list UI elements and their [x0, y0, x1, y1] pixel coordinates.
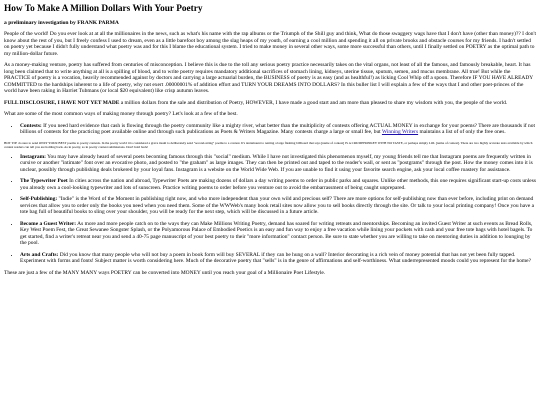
guest-text: As more and more people catch on to the ways they can Make Millions Writing Poetry, demand has soared for writing retreats and mentorships. Becoming an invited Guest Writer at such events as Bread Rolls, Key West Poem Fest, the Great Sewanee Songster Splash, or the Polyamorous Palace of Embodied Poetics is an easy and fun way to enjoy a free vacation while lining your pockets with cash and your free tote bags with hotel bagels. To get started, find a writer's retreat near you and send a 40-75 page manuscript of your best poetry to their "more information" contact person. Be sure to state whether you are willing to take on mentoring duties in addition to lounging by the pool.	[20, 220, 533, 247]
disclosure-paragraph	[4, 100, 536, 107]
typewriter-text: In cities across the nation and abroad, Typewriter Poets are making dozens of dollars a day writing poems to order in public parks and squares. Unlike other methods, this one requires significant start-up costs unless you already own a cool-looking typewriter and lots of sunscreen. Practice writing poems to order before you venture out to avoid the embarrassment of being caught unprepared.	[20, 178, 536, 191]
arts-text: Did you know that many people who will not buy a poem in book form will buy SEVERAL if they can be hung on a wall? Interior decorating is a rich vein of money potential that has not yet been fully tapped. Experiment with forms and fonts! Subject matter is worth considering here. Much of the decorative poetry that "sells" is in the genre of affirmations and self-worthiness. What underrepresented moods could you represent for the home?	[20, 251, 531, 265]
disclosure-text: a million dollars from the sale and distribution of Poetry, HOWEVER, I have made a good start and am more than pleased to share my wisdom with you, the people of the world.	[119, 99, 508, 106]
list-item-self-publishing	[20, 196, 536, 216]
instagram-label: Instagram:	[20, 153, 46, 160]
byline: a preliminary investigation by FRANK PARMA	[4, 20, 119, 26]
arts-label: Arts and Crafts:	[20, 251, 59, 258]
closing-paragraph: These are just a few of the MANY MANY ways POETRY can be converted into MONEY until you reach your goal of a Millionaire Poet Lifestyle.	[4, 269, 326, 276]
list-item-arts-crafts	[20, 252, 536, 265]
page-title: How To Make A Million Dollars With Your Poetry	[4, 4, 203, 14]
methods-list-continued	[4, 154, 536, 265]
methods-list	[4, 123, 536, 136]
intro-paragraph: People of the world! Do you ever look at at all the millionaires in the news, such as what's his name with the rap albums or the Triumph of the Shill guy and think, What do those swaggery wags have that I don't have (other than money)?? I don't know about the rest of you, but I freely confess I used to dream, even as a little barefoot boy among the slag heaps of my youth, of earning a cool million and spending it all on private brooks and obstacle courses for my friends. I hadn't settled on poetry yet because I didn't fully understand what poetry was and for this I blame the educational system. I tried to make money in several other ways, some more successful than others, until I finally settled on POETRY as the optimal path to my million-dollar future.	[4, 31, 536, 57]
list-item-guest-writer	[20, 221, 536, 247]
list-item-contests	[20, 123, 536, 136]
selfpub-label: Self-Publishing:	[20, 196, 58, 203]
typewriter-label: The Typewriter Poet	[20, 178, 68, 185]
question-paragraph: What are some of the most common ways of making money through poetry? Let's look at a few of the best.	[4, 111, 238, 117]
hot-tip: HOT TIP: do sure to send ONLY YOUR BEST poems to poetry contests. In the poetry world it is considered a grave insult to deliberately send "second-string" poems to a contest. It's tantamount to renting a large flashing billboard that says [name of contest] IS A CRUMPHONKEY WITH NO TASTE, or perhaps simply LOL [name of contest]. There are two highly accurate tests available by which contest readers can tell you are holding back. As in poetry, so in poetry contest submissions. Don't hold back!	[4, 140, 533, 149]
list-item-instagram	[20, 154, 536, 174]
winning-writers-link[interactable]: Winning Writers	[381, 129, 419, 135]
list-item-typewriter	[20, 178, 536, 191]
contests-text-end: maintains a list of of only the free ones.	[418, 129, 506, 135]
disclosure-lead: FULL DISCLOSURE, I HAVE NOT YET MADE	[4, 99, 120, 106]
contests-label: Contests:	[20, 122, 42, 129]
guest-label: Become a Guest Writer:	[20, 220, 77, 227]
misconception-paragraph: As a money-making venture, poetry has suffered from centuries of misconception. I believe this is due to the toll any serious poetry practice necessarily takes on the vital organs, not least of all the famous, and famously breakable, heart. It has long been claimed that to write anything at all is a spilling of blood, and to write poetry requires mandatory additional sacrifices of stomach lining, kidneys, uterine tissue, sputum, semen, and mucus membrane. All true! But while the PRACTICE of poetry is a vocation, heavily recommended against by doctors and carrying a large actuarial burden, the BUSINESS of poetry is as easy (and as healthful!) as licking Cool Whip off a spoon. Therefore IF YOU HAVE ALREADY COMMITTED to the hardships inherent to a life of poetry, why not exert .00000001% of addition effort and TURN YOUR DREAMS INTO DOLLARS? In this buller list I will explain a few of the ways that I and other poet-princes of the world have been raking in Harriet Tubmans (or local $20 equivalent) like crisp autumn leaves.	[4, 62, 533, 94]
instagram-text: You may have already heard of several poets becoming famous through this "social" medium. While I have not investigated this phenomenon myself, my young friends tell me that Instagram poems are frequently written in cursive or another "intimate" font over an evocative photo, and posted to "the graham" as large images. They can then be printed out and taped to the reader's wall, or sent as "postgrams" through the post. How the money comes into it is unclear, possibly through publishing deals brokered by your loyal fans. Instagram is a website on the World Wide Web. If you are unable to find it using your favorite search engine, ask your local coffee roastery for assistance.	[20, 153, 533, 173]
contests-text: If you need hard evidence that cash is flowing through the poetry community like a mighty river, what better than the multiplicity of contests offering ACTUAL MONEY in exchange for your poems? There are thousands if not billions of contests for the practicing poet available online and through such publications as Poets & Writers Magazine. Many contests charge a large or small fee, but	[20, 122, 536, 135]
selfpub-text: "Indie" is the Word of the Moment in publishing right now, and who more independent than your own wild and precious self? There are more options for self-publishing now than ever before, including print on demand services that allow you to order only the books you need when you need them. Some of the WWWeb's many book retail sites now allow you to sell books directly through the site. Or talk to your local printing company! Once you have a tote bag full of beautiful books to sling over your shoulder, you will be ready for the next step, which will be discussed in a future article.	[20, 196, 535, 216]
